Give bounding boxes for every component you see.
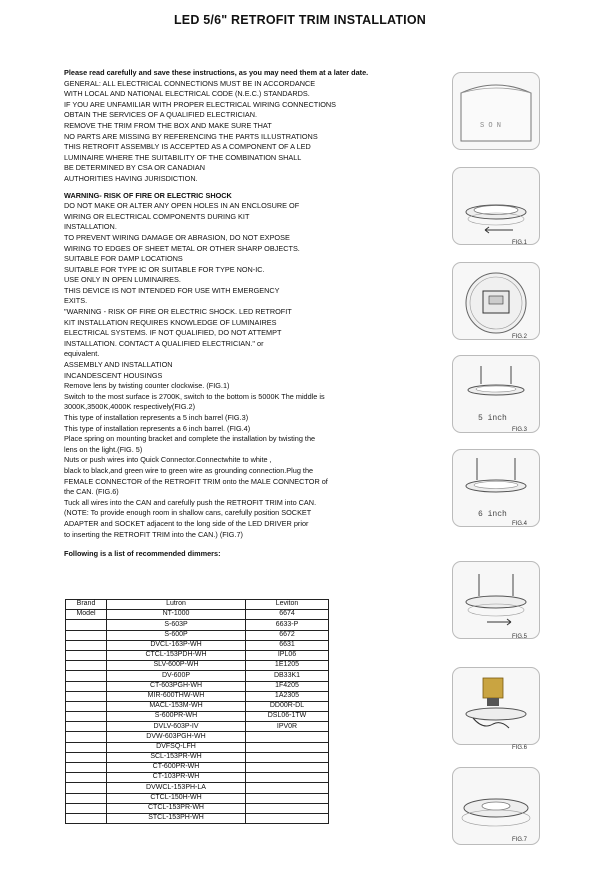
table-row [66,712,329,722]
warning-line: DO NOT MAKE OR ALTER ANY OPEN HOLES IN AN ENCLOSURE OF [64,201,300,211]
table-row [66,701,329,711]
warning-line: 3000K,3500K,4000K respectively(FIG.2) [64,402,196,412]
brand-cell [66,793,107,803]
lutron-cell: S-600PR-WH [107,712,246,722]
warning-section [64,201,424,540]
warning-line: This type of installation represents a 6 inch barrel. (FIG.4) [64,423,251,433]
warning-line: FEMALE CONNECTOR of the RETROFIT TRIM onto the MALE CONNECTOR of [64,476,328,486]
table-row [66,722,329,732]
leviton-cell: 1F4205 [246,681,329,691]
leviton-cell: 1E1205 [246,661,329,671]
figure-2 [452,262,540,340]
warning-heading: WARNING- RISK OF FIRE OR ELECTRIC SHOCK [64,190,232,200]
figure-1 [452,167,540,245]
warning-line: SUITABLE FOR DAMP LOCATIONS [64,254,183,264]
brand-cell [66,671,107,681]
general-line: BE DETERMINED BY CSA OR CANADIAN [64,163,205,173]
table-row [66,661,329,671]
lutron-cell: DVCL-163P-WH [107,640,246,650]
figure-5 [452,561,540,639]
brand-cell [66,681,107,691]
warning-line: Remove lens by twisting counter clockwise. (FIG.1) [64,381,230,391]
leviton-cell [246,793,329,803]
brand-cell [66,712,107,722]
table-row [66,691,329,701]
table-row [66,610,329,620]
general-line: WITH LOCAL AND NATIONAL ELECTRICAL CODE (N.E.C.) STANDARDS. [64,89,310,99]
lutron-cell: CT-600PR-WH [107,763,246,773]
brand-cell [66,691,107,701]
figure-7 [452,767,540,845]
leviton-cell: DD00R-DL [246,701,329,711]
instructions-text [64,68,424,560]
warning-line: Switch to the most surface is 2700K, switch to the bottom is 5000K The middle is [64,391,325,401]
lutron-cell: MIR-600THW-WH [107,691,246,701]
table-row [66,640,329,650]
warning-line: Nuts or push wires into Quick Connector.Connectwhite to white , [64,455,272,465]
fig4-label: FIG.4 [512,521,528,527]
fig7-label: FIG.7 [512,837,528,843]
fig3-label: FIG.3 [512,427,528,433]
fig2-label: FIG.2 [512,334,528,340]
dimmer-table [65,599,329,824]
brand-cell: Model [66,610,107,620]
warning-line: SUITABLE FOR TYPE IC OR SUITABLE FOR TYPE NON-IC. [64,264,265,274]
warning-line: INSTALLATION. CONTACT A QUALIFIED ELECTRICIAN." or [64,338,264,348]
warning-line: black to black,and green wire to green wire as grounding connection.Plug the [64,465,314,475]
lutron-cell: MACL-153M-WH [107,701,246,711]
warning-line: USE ONLY IN OPEN LUMINAIRES. [64,275,181,285]
brand-cell [66,620,107,630]
table-row [66,773,329,783]
leviton-cell [246,813,329,823]
warning-line: to inserting the RETROFIT TRIM into the CAN.) (FIG.7) [64,529,243,539]
brand-cell [66,630,107,640]
leviton-cell [246,732,329,742]
leviton-cell [246,773,329,783]
warning-line: ELECTRICAL SYSTEMS. IF NOT QUALIFIED, DO NOT ATTEMPT [64,328,282,338]
lutron-cell: CT-603PGH-WH [107,681,246,691]
lutron-cell: CTCL-153PR-WH [107,803,246,813]
page-title: LED 5/6" RETROFIT TRIM INSTALLATION [173,13,427,27]
lutron-cell: S-603P [107,620,246,630]
lutron-cell: S-600P [107,630,246,640]
lutron-cell: DVLV-603P-IV [107,722,246,732]
table-row [66,681,329,691]
brand-cell [66,773,107,783]
product-illustration [452,72,540,150]
general-line: NO PARTS ARE MISSING BY REFERENCING THE PARTS ILLUSTRATIONS [64,131,318,141]
table-row [66,803,329,813]
general-line: AUTHORITIES HAVING JURISDICTION. [64,173,198,183]
warning-line: INCANDESCENT HOUSINGS [64,370,163,380]
header-brand: Brand [66,600,107,610]
lutron-cell: NT-1000 [107,610,246,620]
table-row [66,763,329,773]
warning-line: KIT INSTALLATION REQUIRES KNOWLEDGE OF LUMINAIRES [64,317,277,327]
general-line: LUMINAIRE WHERE THE SUITABILITY OF THE COMBINATION SHALL [64,152,302,162]
table-row [66,620,329,630]
leviton-cell: 6672 [246,630,329,640]
lutron-cell: CTCL-150H-WH [107,793,246,803]
intro-note: Please read carefully and save these instructions, as you may need them at a later date. [64,68,369,77]
warning-line: ASSEMBLY AND INSTALLATION [64,360,173,370]
header-leviton: Leviton [246,600,329,610]
brand-cell [66,640,107,650]
table-header-row [66,600,329,610]
warning-line: (NOTE: To provide enough room in shallow cans, carefully position SOCKET [64,508,312,518]
leviton-cell: 6674 [246,610,329,620]
warning-line: ADAPTER and SOCKET adjacent to the long side of the LED DRIVER prior [64,518,309,528]
lutron-cell: CTCL-153PDH-WH [107,650,246,660]
warning-line: Tuck all wires into the CAN and carefully push the RETROFIT TRIM into CAN. [64,497,317,507]
table-row [66,630,329,640]
lutron-cell: DVFSQ-LFH [107,742,246,752]
lutron-cell: SLV-600P-WH [107,661,246,671]
leviton-cell [246,783,329,793]
brand-cell [66,701,107,711]
lutron-cell: DV-600P [107,671,246,681]
brand-cell [66,742,107,752]
lutron-cell: DVW-603PGH-WH [107,732,246,742]
table-row [66,752,329,762]
warning-line: INSTALLATION. [64,222,117,232]
table-row [66,742,329,752]
table-row [66,650,329,660]
table-row [66,732,329,742]
fig5-label: FIG.5 [512,634,528,640]
fig6-label: FIG.6 [512,745,528,751]
brand-cell [66,783,107,793]
brand-cell [66,763,107,773]
general-line: OBTAIN THE SERVICES OF A QUALIFIED ELECTRICIAN. [64,110,258,120]
brand-cell [66,722,107,732]
leviton-cell: 6631 [246,640,329,650]
table-row [66,783,329,793]
lutron-cell: SCL-153PR-WH [107,752,246,762]
table-row [66,793,329,803]
fig1-label: FIG.1 [512,240,528,246]
leviton-cell [246,803,329,813]
leviton-cell [246,742,329,752]
general-line: THIS RETROFIT ASSEMBLY IS ACCEPTED AS A COMPONENT OF A LED [64,142,311,152]
table-row [66,671,329,681]
leviton-cell: DB33K1 [246,671,329,681]
general-line: IF YOU ARE UNFAMILIAR WITH PROPER ELECTRICAL WIRING CONNECTIONS [64,99,337,109]
warning-line: the CAN. (FIG.6) [64,487,119,497]
fig3-size: 5 inch [478,414,507,423]
leviton-cell: IPV0R [246,722,329,732]
dimmers-heading: Following is a list of recommended dimmers: [64,549,221,559]
general-section [64,79,424,185]
brand-cell [66,650,107,660]
brand-cell [66,813,107,823]
brand-cell [66,661,107,671]
lutron-cell: CT-103PR-WH [107,773,246,783]
table-row [66,813,329,823]
leviton-cell: 1A2305 [246,691,329,701]
brand-cell [66,803,107,813]
leviton-cell: IPL06 [246,650,329,660]
lutron-cell: STCL-153PH-WH [107,813,246,823]
warning-line: TO PREVENT WIRING DAMAGE OR ABRASION, DO NOT EXPOSE [64,232,290,242]
warning-line: Place spring on mounting bracket and complete the installation by twisting the [64,434,316,444]
warning-line: "WARNING - RISK OF FIRE OR ELECTRIC SHOCK. LED RETROFIT [64,307,292,317]
warning-line: lens on the light.(FIG. 5) [64,444,143,454]
warning-line: equivalent. [64,349,100,359]
brand-cell [66,752,107,762]
product-label: S O N [480,122,502,130]
header-lutron: Lutron [107,600,246,610]
warning-line: THIS DEVICE IS NOT INTENDED FOR USE WITH EMERGENCY [64,285,280,295]
leviton-cell [246,752,329,762]
warning-line: WIRING TO EDGES OF SHEET METAL OR OTHER SHARP OBJECTS. [64,243,300,253]
leviton-cell: DSL06-1TW [246,712,329,722]
fig4-size: 6 inch [478,510,507,519]
warning-line: WIRING OR ELECTRICAL COMPONENTS DURING KIT [64,211,250,221]
figure-6 [452,667,540,745]
warning-line: This type of installation represents a 5 inch barrel (FIG.3) [64,413,249,422]
brand-cell [66,732,107,742]
leviton-cell [246,763,329,773]
lutron-cell: DVWCL-153PH-LA [107,783,246,793]
general-line: REMOVE THE TRIM FROM THE BOX AND MAKE SURE THAT [64,120,272,130]
general-line: GENERAL: ALL ELECTRICAL CONNECTIONS MUST BE IN ACCORDANCE [64,78,316,88]
leviton-cell: 6633-P [246,620,329,630]
warning-line: EXITS. [64,296,88,306]
